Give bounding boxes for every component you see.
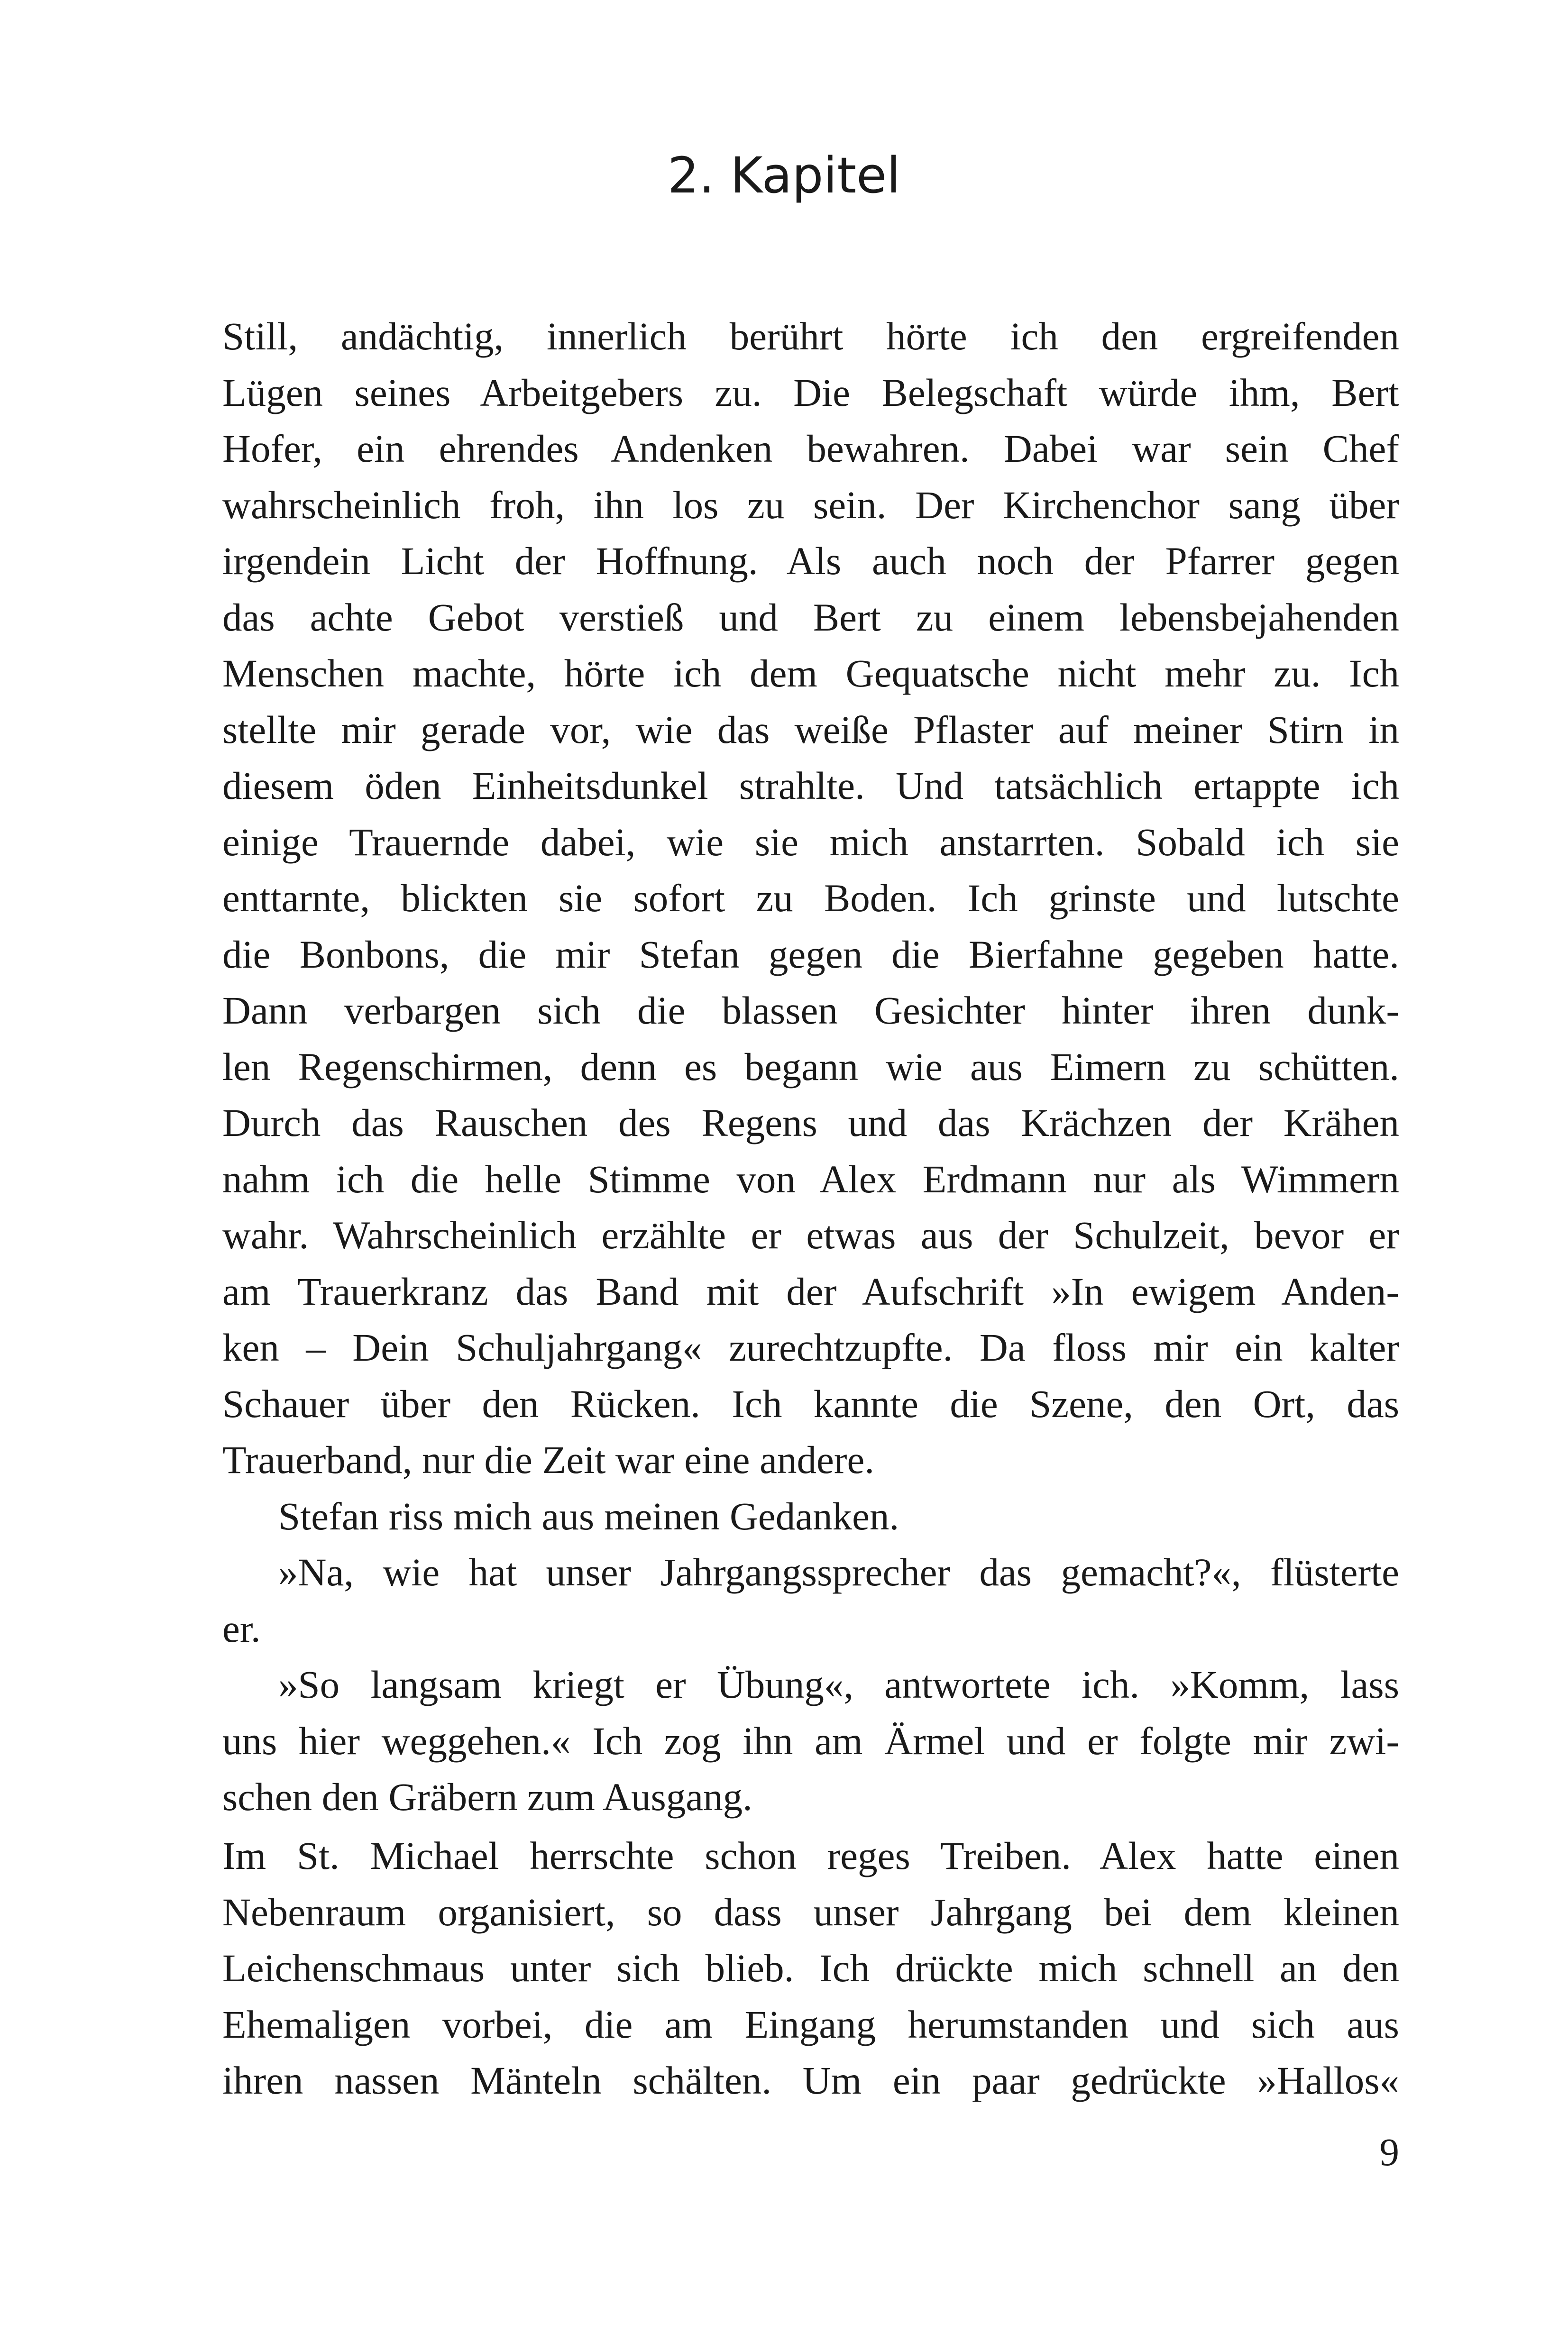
text-line: nahm ich die helle Stimme von Alex Erdmann nur als Wimmern (222, 1157, 1399, 1201)
text-line: Durch das Rauschen des Regens und das Krächzen der Krähen (222, 1101, 1399, 1144)
chapter-title: 2. Kapitel (668, 146, 900, 204)
text-line: diesem öden Einheitsdunkel strahlte. Und tatsächlich ertappte ich (222, 764, 1399, 807)
text-line: Im St. Michael herrschte schon reges Treiben. Alex hatte einen (222, 1834, 1399, 1877)
text-line: len Regenschirmen, denn es begann wie aus Eimern zu schütten. (222, 1044, 1399, 1089)
text-line: stellte mir gerade vor, wie das weiße Pflaster auf meiner Stirn in (222, 707, 1399, 751)
text-line: Nebenraum organisiert, so dass unser Jahrgang bei dem kleinen (222, 1890, 1399, 1934)
text-line: Dann verbargen sich die blassen Gesichter hinter ihren dunk- (222, 988, 1399, 1032)
text-line: »So langsam kriegt er Übung«, antwortete ich. »Komm, lass (278, 1663, 1399, 1706)
text-line: irgendein Licht der Hoffnung. Als auch noch der Pfarrer gegen (222, 539, 1399, 583)
text-line: Menschen machte, hörte ich dem Gequatsche nicht mehr zu. Ich (222, 651, 1399, 695)
text-line: ken – Dein Schuljahrgang« zurechtzupfte. Da floss mir ein kalter (222, 1326, 1399, 1369)
text-line: am Trauerkranz das Band mit der Aufschrift »In ewigem Anden- (222, 1269, 1399, 1313)
text-line: »Na, wie hat unser Jahrgangssprecher das gemacht?«, flüsterte (278, 1550, 1399, 1594)
page-number: 9 (1379, 2130, 1399, 2174)
text-line: schen den Gräbern zum Ausgang. (222, 1775, 752, 1819)
text-line: wahrscheinlich froh, ihn los zu sein. Der Kirchenchor sang über (222, 483, 1399, 527)
text-line: Leichenschmaus unter sich blieb. Ich drückte mich schnell an den (222, 1946, 1399, 1990)
text-line: das achte Gebot verstieß und Bert zu einem lebensbejahenden (222, 595, 1399, 639)
body-text-section-2 (222, 1828, 1399, 2109)
text-line: Hofer, ein ehrendes Andenken bewahren. Dabei war sein Chef (222, 427, 1399, 470)
text-line: wahr. Wahrscheinlich erzählte er etwas aus der Schulzeit, bevor er (222, 1213, 1399, 1257)
body-text-section-1 (222, 308, 1399, 1825)
text-line: Schauer über den Rücken. Ich kannte die Szene, den Ort, das (222, 1382, 1399, 1426)
text-line: uns hier weggehen.« Ich zog ihn am Ärmel und er folgte mir zwi- (222, 1719, 1399, 1763)
text-line: er. (222, 1606, 261, 1650)
text-line: enttarnte, blickten sie sofort zu Boden. Ich grinste und lutschte (222, 876, 1399, 920)
text-line: Still, andächtig, innerlich berührt hörte ich den ergreifenden (222, 314, 1399, 358)
text-line: einige Trauernde dabei, wie sie mich anstarrten. Sobald ich sie (222, 820, 1399, 864)
text-line: Trauerband, nur die Zeit war eine andere. (222, 1438, 875, 1482)
text-line: Ehemaligen vorbei, die am Eingang herumstanden und sich aus (222, 2002, 1399, 2046)
text-line: Lügen seines Arbeitgebers zu. Die Belegschaft würde ihm, Bert (222, 370, 1399, 414)
text-line: die Bonbons, die mir Stefan gegen die Bierfahne gegeben hatte. (222, 932, 1399, 976)
text-line: ihren nassen Mänteln schälten. Um ein paar gedrückte »Hallos« (222, 2059, 1399, 2102)
text-line: Stefan riss mich aus meinen Gedanken. (278, 1494, 899, 1538)
